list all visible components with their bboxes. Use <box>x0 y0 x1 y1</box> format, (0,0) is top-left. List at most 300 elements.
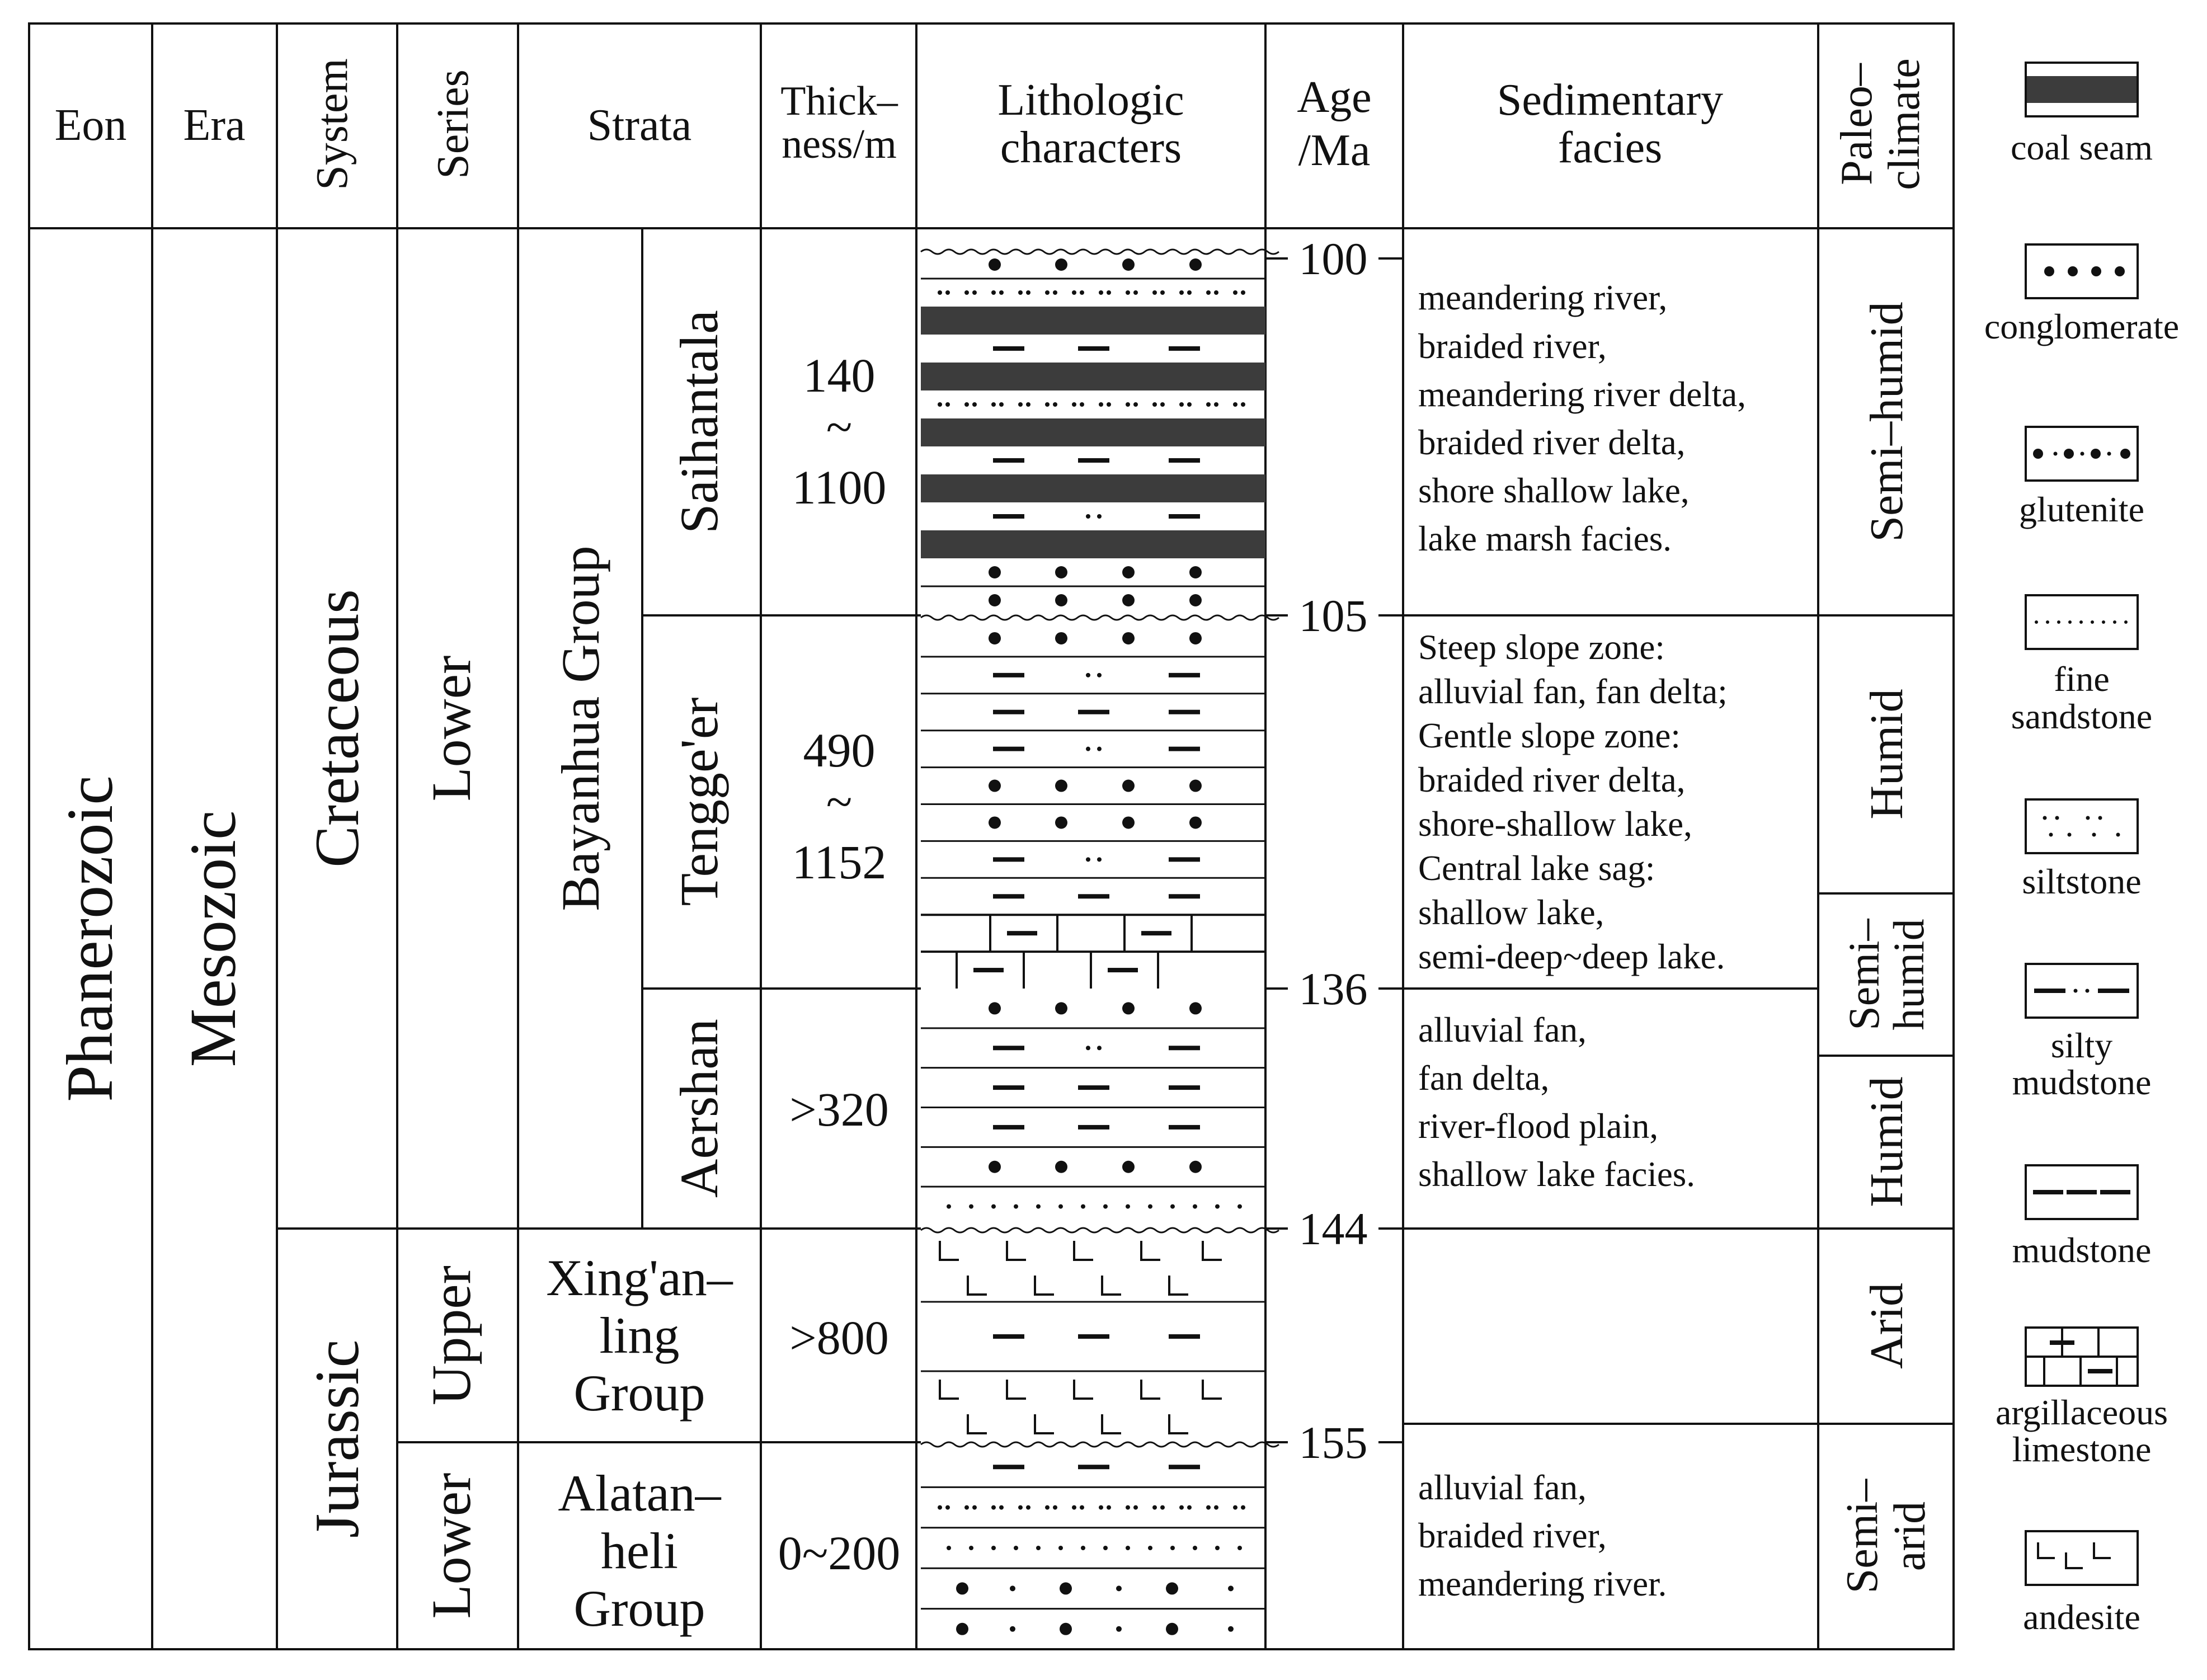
coal-band <box>921 474 1265 502</box>
conglomerate-dot <box>1122 594 1135 606</box>
fine-sandstone-dot <box>1193 1546 1197 1550</box>
siltstone-dot <box>1160 1505 1165 1510</box>
legend-label-silty-mudstone-2: mudstone <box>2012 1062 2152 1102</box>
series-cretaceous-lower: Lower <box>420 655 482 802</box>
mudstone-dash <box>993 1085 1024 1090</box>
mudstone-dash <box>1078 1334 1109 1339</box>
fine-sandstone-dot <box>1014 1204 1018 1209</box>
glutenite-dot <box>1116 1626 1122 1632</box>
climate-xinganling: Arid <box>1861 1283 1913 1369</box>
siltstone-dot <box>1026 290 1030 295</box>
siltstone-dot <box>945 290 950 295</box>
coal-band <box>921 530 1265 558</box>
lithology-unit-xinganling <box>921 1241 1265 1433</box>
coal-band <box>921 363 1265 390</box>
siltstone-dot <box>972 402 977 407</box>
age-100: 100 <box>1298 233 1368 284</box>
facies-aershan-1: alluvial fan, <box>1418 1010 1587 1050</box>
siltstone-dot <box>945 1505 950 1510</box>
thickness-tengger-sep: ~ <box>826 775 853 829</box>
conglomerate-dot <box>1189 566 1202 578</box>
conglomerate-dot <box>989 816 1001 829</box>
fine-sandstone-dot <box>969 1546 973 1550</box>
facies-saihantala-3: meandering river delta, <box>1418 375 1746 414</box>
fine-sandstone-dot <box>947 1204 951 1209</box>
glutenite-dot <box>1060 1582 1072 1594</box>
silty-mudstone-dash <box>1169 514 1200 519</box>
strata-alatanheli-line-3: Group <box>573 1580 705 1637</box>
silty-mudstone-dot <box>1086 673 1090 677</box>
fine-sandstone-dot <box>1058 1546 1063 1550</box>
coal-band <box>921 307 1265 335</box>
lithology-unit-aershan <box>921 1002 1265 1208</box>
fine-sandstone-dot <box>1126 1204 1130 1209</box>
header-age-line-1: Age <box>1297 73 1372 122</box>
siltstone-dot <box>972 1505 977 1510</box>
silty-mudstone-dot <box>1086 1046 1090 1050</box>
siltstone-dot <box>1045 402 1050 407</box>
siltstone-dot <box>1080 1505 1084 1510</box>
strata-xinganling-line-3: Group <box>573 1364 705 1422</box>
siltstone-dot <box>1187 1505 1192 1510</box>
header-era: Era <box>183 101 246 150</box>
facies-tengger-5: shore-shallow lake, <box>1418 804 1692 844</box>
legend-swatch-siltstone <box>2026 799 2138 853</box>
series-jurassic-upper: Upper <box>420 1265 482 1405</box>
legend-label-fine-sandstone-1: fine <box>2054 659 2110 699</box>
conglomerate-dot <box>1055 780 1067 792</box>
climate-tengger-lower-1: Semi– <box>1839 919 1888 1030</box>
thickness-saihantala-sep: ~ <box>826 400 853 454</box>
facies-saihantala-1: meandering river, <box>1418 278 1668 317</box>
mudstone-dash <box>1169 1125 1200 1130</box>
coal-band <box>921 418 1265 446</box>
mudstone-dash <box>993 710 1024 714</box>
siltstone-dot <box>964 402 969 407</box>
lithologic-column <box>921 258 1265 1635</box>
fine-sandstone-dot <box>1081 1546 1085 1550</box>
siltstone-dot <box>1018 1505 1023 1510</box>
facies-alatanheli-1: alluvial fan, <box>1418 1468 1587 1507</box>
legend-label-glutenite: glutenite <box>2019 490 2144 529</box>
legend-label-fine-sandstone-2: sandstone <box>2011 697 2153 736</box>
facies-saihantala-6: lake marsh facies. <box>1418 519 1672 558</box>
conglomerate-dot <box>1055 632 1067 644</box>
strata-bayanhua-group: Bayanhua Group <box>550 545 610 911</box>
siltstone-dot <box>1072 1505 1076 1510</box>
glutenite-dot <box>1060 1623 1072 1635</box>
andesite-mark <box>1074 1380 1093 1399</box>
siltstone-dot <box>964 1505 969 1510</box>
legend-label-coal: coal seam <box>2010 128 2153 167</box>
siltstone-dot <box>999 402 1004 407</box>
legend-label-mudstone: mudstone <box>2012 1230 2152 1270</box>
lithology-unit-saihantala <box>921 258 1265 606</box>
siltstone-dot <box>1045 290 1050 295</box>
mudstone-dash <box>993 458 1024 463</box>
lithology-unit-alatanheli <box>921 1465 1265 1635</box>
facies-aershan-3: river-flood plain, <box>1418 1107 1659 1146</box>
siltstone-dot <box>1152 290 1157 295</box>
limestone-mark <box>1141 931 1171 935</box>
andesite-mark <box>1102 1414 1121 1433</box>
facies-tengger-2: alluvial fan, fan delta; <box>1418 672 1728 711</box>
conglomerate-dot <box>989 1002 1001 1014</box>
siltstone-dot <box>1045 1505 1050 1510</box>
facies-saihantala-5: shore shallow lake, <box>1418 471 1690 510</box>
conglomerate-dot <box>1122 258 1135 271</box>
facies-tengger-6: Central lake sag: <box>1418 849 1655 888</box>
system-jurassic: Jurassic <box>303 1339 372 1538</box>
header-paleoclimate-line-1: Paleo– <box>1832 63 1881 185</box>
silty-mudstone-dash <box>993 747 1024 751</box>
siltstone-dot <box>1179 290 1184 295</box>
silty-mudstone-dash <box>1169 857 1200 862</box>
header-thickness-line-2: ness/m <box>782 121 897 167</box>
mudstone-dash <box>1078 710 1109 714</box>
fine-sandstone-dot <box>1126 1546 1130 1550</box>
conglomerate-dot <box>1189 1002 1202 1014</box>
conglomerate-dot <box>1055 816 1067 829</box>
limestone-mark <box>1108 968 1138 972</box>
conglomerate-dot <box>1055 258 1067 271</box>
fine-sandstone-dot <box>1193 1204 1197 1209</box>
mudstone-dash <box>1169 1085 1200 1090</box>
andesite-mark <box>968 1276 987 1295</box>
glutenite-dot <box>1166 1582 1178 1594</box>
siltstone-dot <box>1206 1505 1211 1510</box>
fine-sandstone-dot <box>1103 1546 1108 1550</box>
siltstone-dot <box>1018 290 1023 295</box>
glutenite-dot <box>1228 1585 1234 1591</box>
siltstone-dot <box>1179 1505 1184 1510</box>
limestone-mark <box>973 968 1004 972</box>
fine-sandstone-dot <box>991 1546 996 1550</box>
fine-sandstone-dot <box>1148 1204 1152 1209</box>
siltstone-dot <box>1241 290 1245 295</box>
legend-fine-sandstone-dots <box>2035 620 2128 624</box>
facies-tengger-1: Steep slope zone: <box>1418 628 1665 667</box>
siltstone-dot <box>991 402 996 407</box>
fine-sandstone-dot <box>1170 1204 1175 1209</box>
conglomerate-dot <box>989 780 1001 792</box>
climate-tengger-lower-2: humid <box>1884 919 1933 1030</box>
strata-tengger: Tengge'er <box>669 697 729 906</box>
fine-sandstone-dot <box>1170 1546 1175 1550</box>
sedimentary-facies-column <box>1418 278 1746 1603</box>
mudstone-dash <box>1078 1465 1109 1469</box>
mudstone-dash <box>1078 894 1109 898</box>
mudstone-dash <box>993 894 1024 898</box>
unconformity <box>921 615 1279 620</box>
legend-label-siltstone: siltstone <box>2022 862 2142 901</box>
mudstone-dash <box>993 1465 1024 1469</box>
age-136: 136 <box>1298 963 1368 1014</box>
facies-saihantala-4: braided river delta, <box>1418 423 1686 462</box>
mudstone-dash <box>1078 1085 1109 1090</box>
siltstone-dot <box>1053 290 1057 295</box>
siltstone-dot <box>1133 1505 1138 1510</box>
siltstone-dot <box>1026 1505 1030 1510</box>
header-age-line-2: /Ma <box>1298 126 1371 175</box>
mudstone-dash <box>1169 894 1200 898</box>
facies-saihantala-2: braided river, <box>1418 327 1607 366</box>
siltstone-dot <box>1126 402 1130 407</box>
thickness-aershan: >320 <box>789 1083 889 1136</box>
siltstone-dot <box>1152 402 1157 407</box>
unconformity <box>921 250 1279 254</box>
siltstone-dot <box>1026 402 1030 407</box>
header-eon: Eon <box>54 101 127 150</box>
age-144: 144 <box>1298 1203 1368 1254</box>
glutenite-dot <box>1116 1585 1122 1591</box>
legend-swatch-argillaceous-limestone <box>2026 1328 2138 1386</box>
legend-label-silty-mudstone-1: silty <box>2050 1025 2113 1065</box>
conglomerate-dot <box>1122 780 1135 792</box>
fine-sandstone-dot <box>1058 1204 1063 1209</box>
facies-aershan-4: shallow lake facies. <box>1418 1155 1696 1194</box>
andesite-mark <box>1203 1380 1222 1399</box>
facies-tengger-3: Gentle slope zone: <box>1418 716 1681 755</box>
siltstone-dot <box>1187 290 1192 295</box>
climate-alatanheli-1: Semi– <box>1838 1479 1887 1594</box>
siltstone-dot <box>999 1505 1004 1510</box>
siltstone-dot <box>1080 402 1084 407</box>
silty-mudstone-dash <box>1169 747 1200 751</box>
conglomerate-dot <box>1189 780 1202 792</box>
andesite-mark <box>940 1241 959 1260</box>
header-facies-line-1: Sedimentary <box>1497 76 1724 125</box>
siltstone-dot <box>1080 290 1084 295</box>
siltstone-dot <box>1053 402 1057 407</box>
siltstone-dot <box>1241 1505 1245 1510</box>
siltstone-dot <box>1206 290 1211 295</box>
unconformity <box>921 1228 1279 1232</box>
siltstone-dot <box>1133 402 1138 407</box>
siltstone-dot <box>1126 1505 1130 1510</box>
fine-sandstone-dot <box>1036 1204 1041 1209</box>
siltstone-dot <box>1133 290 1138 295</box>
silty-mudstone-dot <box>1086 747 1090 751</box>
header-series: Series <box>429 69 478 179</box>
glutenite-dot <box>956 1582 968 1594</box>
facies-alatanheli-3: meandering river. <box>1418 1564 1667 1603</box>
conglomerate-dot <box>1055 566 1067 578</box>
facies-tengger-8: semi-deep~deep lake. <box>1418 937 1725 976</box>
siltstone-dot <box>1160 402 1165 407</box>
age-column <box>1265 258 1403 1442</box>
fine-sandstone-dot <box>1237 1546 1242 1550</box>
silty-mudstone-dot <box>1097 673 1102 677</box>
age-labels <box>1299 233 1368 1468</box>
glutenite-dot <box>956 1623 968 1635</box>
stratigraphic-names <box>53 310 733 1637</box>
eon-label: Phanerozoic <box>53 775 126 1102</box>
siltstone-dot <box>1107 290 1111 295</box>
age-105: 105 <box>1298 590 1368 641</box>
conglomerate-dot <box>1055 594 1067 606</box>
fine-sandstone-dot <box>1215 1204 1220 1209</box>
legend-label-argillaceous-limestone-2: limestone <box>2012 1429 2152 1469</box>
climate-alatanheli-2: arid <box>1885 1501 1935 1571</box>
siltstone-dot <box>1160 290 1165 295</box>
andesite-mark <box>1074 1241 1093 1260</box>
siltstone-dot <box>999 290 1004 295</box>
strata-aershan: Aershan <box>669 1019 729 1198</box>
conglomerate-dot <box>1189 594 1202 606</box>
silty-mudstone-dash <box>993 1046 1024 1050</box>
thickness-saihantala-min: 140 <box>803 349 876 402</box>
glutenite-dot <box>1010 1626 1015 1632</box>
strata-alatanheli-line-2: heli <box>601 1522 678 1579</box>
header-paleoclimate-line-2: climate <box>1880 58 1929 190</box>
siltstone-dot <box>1214 290 1218 295</box>
thickness-alatanheli: 0~200 <box>778 1526 901 1580</box>
siltstone-dot <box>1126 290 1130 295</box>
mudstone-dash <box>1078 346 1109 351</box>
siltstone-dot <box>1206 402 1211 407</box>
conglomerate-dot <box>1189 632 1202 644</box>
fine-sandstone-dot <box>947 1546 951 1550</box>
siltstone-dot <box>1107 402 1111 407</box>
fine-sandstone-dot <box>1014 1546 1018 1550</box>
thickness-tengger-max: 1152 <box>792 835 887 889</box>
header-system: System <box>308 58 357 190</box>
strata-saihantala: Saihantala <box>669 310 729 534</box>
fine-sandstone-dot <box>1148 1546 1152 1550</box>
legend-mudstone-pattern <box>2033 1190 2130 1194</box>
andesite-mark <box>1141 1241 1160 1260</box>
silty-mudstone-dash <box>993 514 1024 519</box>
conglomerate-dot <box>989 566 1001 578</box>
mudstone-dash <box>993 1125 1024 1130</box>
legend-coal-fill <box>2027 76 2137 103</box>
siltstone-dot <box>938 290 942 295</box>
siltstone-dot <box>1214 402 1218 407</box>
paleoclimate-column <box>1838 302 1935 1593</box>
siltstone-dot <box>945 402 950 407</box>
system-cretaceous: Cretaceous <box>303 589 372 868</box>
andesite-mark <box>1007 1241 1026 1260</box>
conglomerate-dot <box>1189 816 1202 829</box>
fine-sandstone-dot <box>991 1204 996 1209</box>
andesite-mark <box>1141 1380 1160 1399</box>
fine-sandstone-dot <box>1036 1546 1041 1550</box>
legend-label-argillaceous-limestone-1: argillaceous <box>1995 1392 2168 1432</box>
andesite-mark <box>1035 1276 1054 1295</box>
header-lithologic-line-1: Lithologic <box>997 76 1184 125</box>
andesite-mark <box>1169 1414 1188 1433</box>
silty-mudstone-dash <box>1169 1046 1200 1050</box>
siltstone-dot <box>1152 1505 1157 1510</box>
conglomerate-dot <box>989 632 1001 644</box>
climate-saihantala: Semi–humid <box>1861 302 1913 542</box>
fine-sandstone-dot <box>969 1204 973 1209</box>
silty-mudstone-dash <box>993 857 1024 862</box>
siltstone-dot <box>1072 290 1076 295</box>
siltstone-dot <box>1053 1505 1057 1510</box>
header-lithologic-line-2: characters <box>1000 123 1182 172</box>
thickness-tengger-min: 490 <box>803 723 876 777</box>
thickness-xinganling: >800 <box>789 1311 889 1364</box>
era-label: Mesozoic <box>176 810 250 1067</box>
siltstone-dot <box>972 290 977 295</box>
table-headers <box>55 58 1929 190</box>
mudstone-dash <box>1169 1465 1200 1469</box>
limestone-mark <box>1007 931 1037 935</box>
mudstone-dash <box>1169 458 1200 463</box>
conglomerate-dot <box>1055 1002 1067 1014</box>
conglomerate-dot <box>1122 632 1135 644</box>
mudstone-dash <box>993 1334 1024 1339</box>
glutenite-dot <box>1010 1585 1015 1591</box>
lithology-legend <box>1984 63 2179 1637</box>
andesite-mark <box>1203 1241 1222 1260</box>
siltstone-dot <box>1018 402 1023 407</box>
facies-tengger-7: shallow lake, <box>1418 893 1604 932</box>
strata-xinganling-line-1: Xing'an– <box>546 1249 733 1306</box>
legend-label-conglomerate: conglomerate <box>1984 307 2180 346</box>
andesite-mark <box>1169 1276 1188 1295</box>
siltstone-dot <box>1099 1505 1103 1510</box>
conglomerate-dot <box>1189 1161 1202 1173</box>
andesite-mark <box>940 1380 959 1399</box>
strata-xinganling-line-2: ling <box>599 1307 680 1364</box>
conglomerate-dot <box>989 258 1001 271</box>
siltstone-dot <box>1099 402 1103 407</box>
fine-sandstone-dot <box>1103 1204 1108 1209</box>
siltstone-dot <box>964 290 969 295</box>
silty-mudstone-dot <box>1097 1046 1102 1050</box>
andesite-mark <box>968 1414 987 1433</box>
mudstone-dash <box>1169 1334 1200 1339</box>
header-thickness-line-1: Thick– <box>780 78 898 124</box>
thickness-saihantala-max: 1100 <box>792 460 887 514</box>
silty-mudstone-dot <box>1086 857 1090 862</box>
siltstone-dot <box>1099 290 1103 295</box>
silty-mudstone-dot <box>1097 514 1102 519</box>
unconformity <box>921 1442 1279 1447</box>
fine-sandstone-dot <box>1237 1204 1242 1209</box>
conglomerate-dot <box>1122 816 1135 829</box>
mudstone-dash <box>1169 346 1200 351</box>
glutenite-dot <box>1166 1623 1178 1635</box>
conglomerate-dot <box>1122 1002 1135 1014</box>
legend-label-andesite: andesite <box>2023 1597 2140 1637</box>
fine-sandstone-dot <box>1215 1546 1220 1550</box>
conglomerate-dot <box>1122 566 1135 578</box>
mudstone-dash <box>1078 458 1109 463</box>
siltstone-dot <box>938 1505 942 1510</box>
fine-sandstone-dot <box>1081 1204 1085 1209</box>
climate-tengger-upper: Humid <box>1861 689 1913 820</box>
mudstone-dash <box>1078 1125 1109 1130</box>
siltstone-dot <box>991 290 996 295</box>
siltstone-dot <box>1214 1505 1218 1510</box>
silty-mudstone-dot <box>1097 857 1102 862</box>
silty-mudstone-dot <box>1097 747 1102 751</box>
facies-aershan-2: fan delta, <box>1418 1058 1550 1098</box>
conglomerate-dot <box>1055 1161 1067 1173</box>
siltstone-dot <box>1107 1505 1111 1510</box>
mudstone-dash <box>993 346 1024 351</box>
series-jurassic-lower: Lower <box>420 1472 482 1619</box>
siltstone-dot <box>1233 290 1237 295</box>
glutenite-dot <box>1228 1626 1234 1632</box>
facies-alatanheli-2: braided river, <box>1418 1516 1607 1555</box>
siltstone-dot <box>1233 1505 1237 1510</box>
andesite-mark <box>1102 1276 1121 1295</box>
